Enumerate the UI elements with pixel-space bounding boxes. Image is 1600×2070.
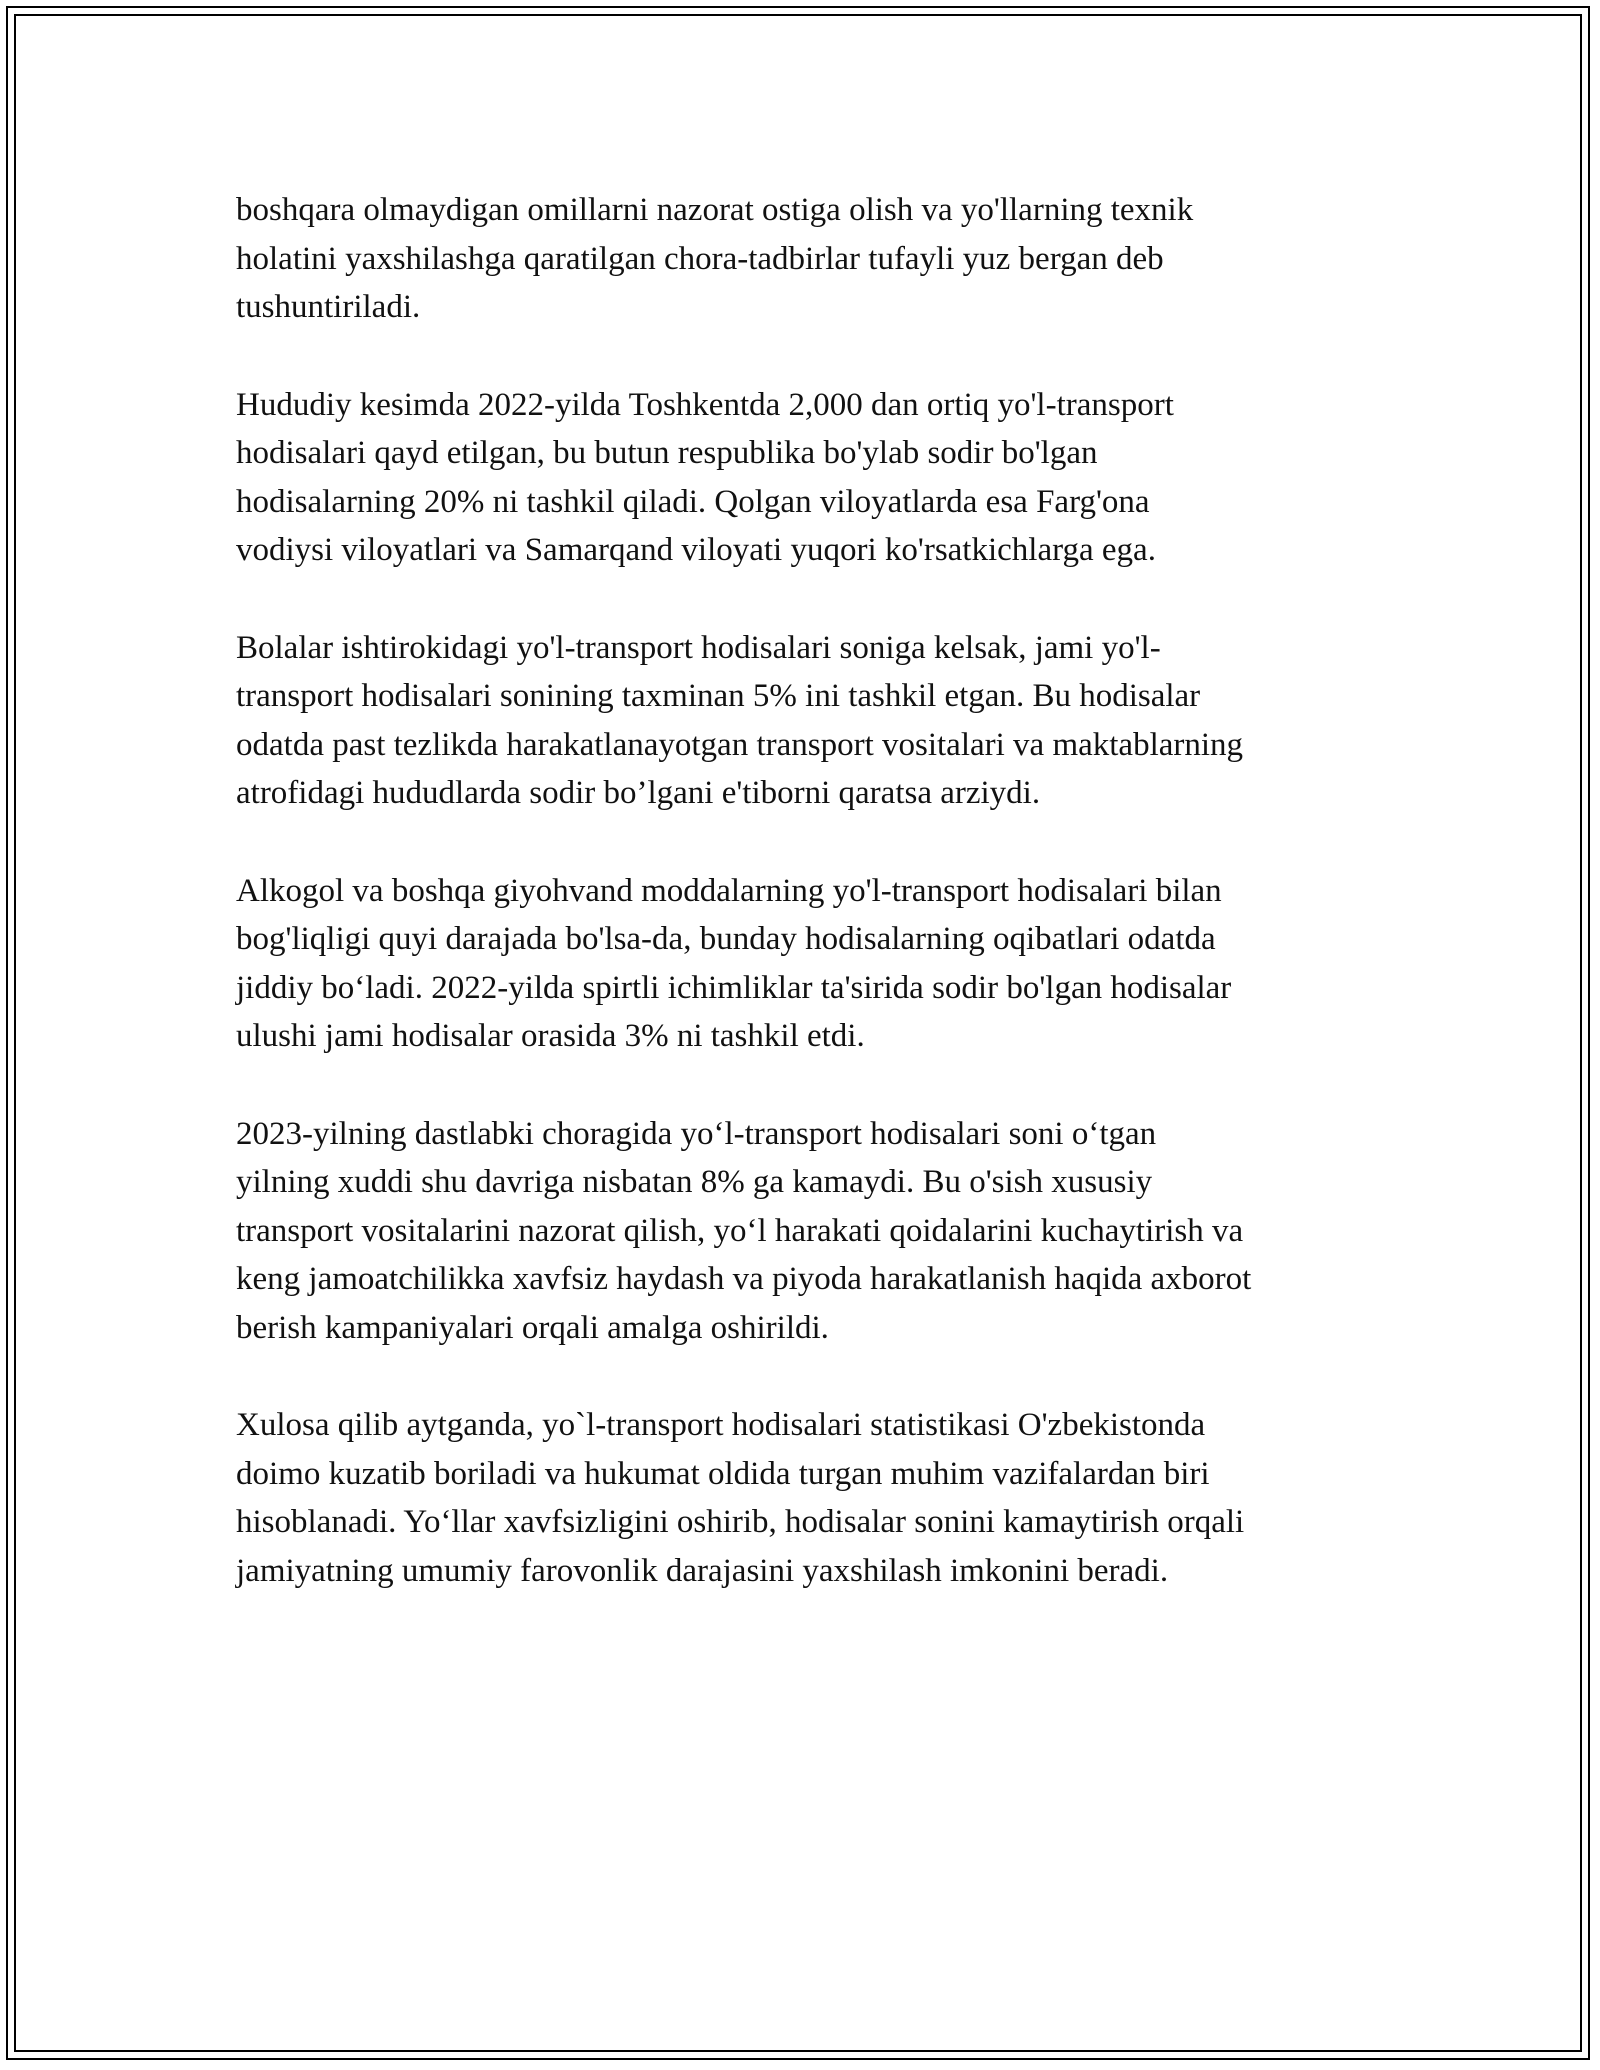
paragraph-conclusion: Xulosa qilib aytganda, yo`l-transport hodisalari statistikasi O'zbekistonda doimo kuzatib boriladi va hukumat oldida turgan muhim vazifalardan biri hisoblanadi. Yo‘llar xavfsizligini oshirib, hodisalar sonini kamaytirish orqali jamiyatning umumiy farovonlik darajasini yaxshilash imkonini beradi. <box>236 1407 1245 1589</box>
paragraph-2023-first-quarter: 2023-yilning dastlabki choragida yo‘l-transport hodisalari soni o‘tgan yilning xuddi shu davriga nisbatan 8% ga kamaydi. Bu o'sish xususiy transport vositalarini nazorat qilish, yo‘l harakati qoidalarini kuchaytirish va keng jamoatchilikka xavfsiz haydash va piyoda harakatlanish haqida axborot berish kampaniyalari orqali amalga oshirildi. <box>236 1115 1252 1346</box>
document-body <box>236 186 1376 1644</box>
paragraph-road-conditions: boshqara olmaydigan omillarni nazorat ostiga olish va yo'llarning texnik holatini yaxshilashga qaratilgan chora-tadbirlar tufayli yuz bergan deb tushuntiriladi. <box>236 192 1194 325</box>
paragraph-regional-statistics: Hududiy kesimda 2022-yilda Toshkentda 2,000 dan ortiq yo'l-transport hodisalari qayd etilgan, bu butun respublika bo'ylab sodir bo'lgan hodisalarning 20% ni tashkil qiladi. Qolgan viloyatlarda esa Farg'ona vodiysi viloyatlari va Samarqand viloyati yuqori ko'rsatkichlarga ega. <box>236 386 1174 568</box>
paragraph-alcohol-accidents: Alkogol va boshqa giyohvand moddalarning yo'l-transport hodisalari bilan bog'liqligi quyi darajada bo'lsa-da, bunday hodisalarning oqibatlari odatda jiddiy bo‘ladi. 2022-yilda spirtli ichimliklar ta'sirida sodir bo'lgan hodisalar ulushi jami hodisalar orasida 3% ni tashkil etdi. <box>236 872 1232 1054</box>
paragraph-children-accidents: Bolalar ishtirokidagi yo'l-transport hodisalari soniga kelsak, jami yo'l- transport hodisalari sonining taxminan 5% ini tashkil etgan. Bu hodisalar odatda past tezlikda harakatlanayotgan transport vositalari va maktablarning atrofidagi hududlarda sodir bo’lgani e'tiborni qaratsa arziydi. <box>236 629 1244 811</box>
